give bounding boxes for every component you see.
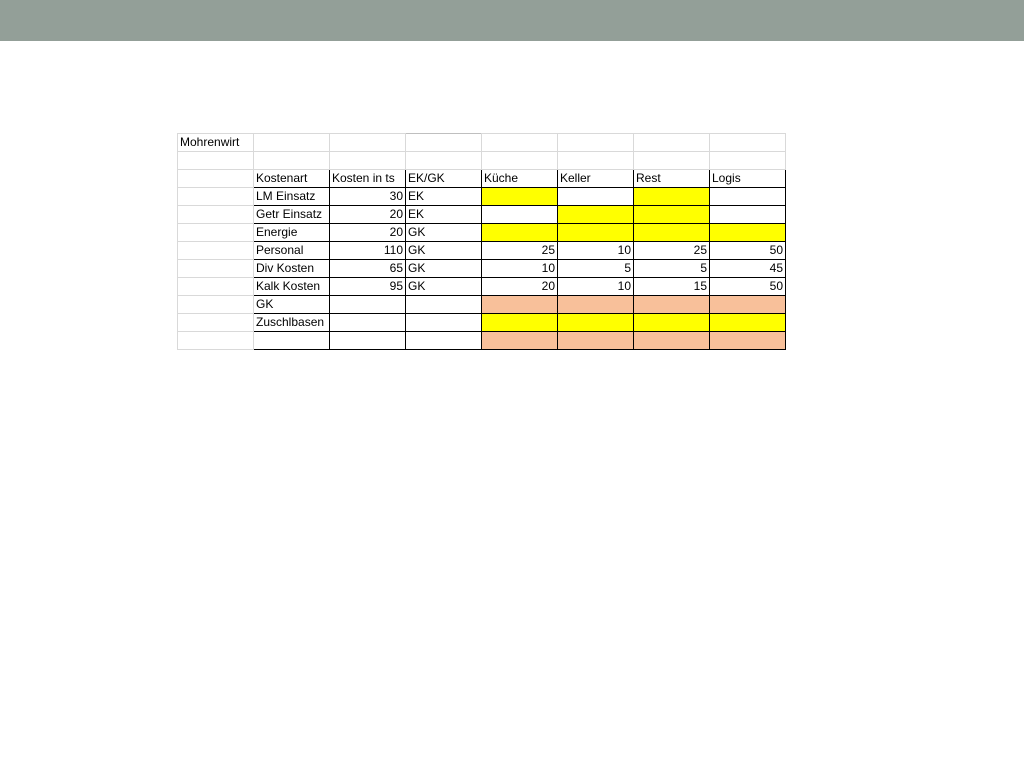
table-row	[178, 206, 786, 224]
empty-cell[interactable]	[178, 224, 254, 242]
title-row	[178, 134, 786, 152]
empty-cell[interactable]	[178, 152, 254, 170]
spreadsheet-table	[177, 133, 786, 350]
rest-cell[interactable]: 15	[634, 278, 710, 296]
row-label[interactable]: Kalk Kosten	[254, 278, 330, 296]
empty-cell[interactable]	[482, 152, 558, 170]
table-row	[178, 278, 786, 296]
logis-cell[interactable]	[710, 224, 786, 242]
type-cell[interactable]: GK	[406, 278, 482, 296]
header-keller[interactable]: Keller	[558, 170, 634, 188]
table-row	[178, 332, 786, 350]
empty-cell[interactable]	[406, 152, 482, 170]
header-logis[interactable]: Logis	[710, 170, 786, 188]
logis-cell[interactable]	[710, 332, 786, 350]
header-kosten[interactable]: Kosten in ts	[330, 170, 406, 188]
header-ek-gk[interactable]: EK/GK	[406, 170, 482, 188]
empty-cell[interactable]	[178, 278, 254, 296]
header-row	[178, 170, 786, 188]
row-label[interactable]: Energie	[254, 224, 330, 242]
type-cell[interactable]: EK	[406, 188, 482, 206]
kosten-cell[interactable]: 30	[330, 188, 406, 206]
keller-cell[interactable]: 10	[558, 278, 634, 296]
table-row	[178, 296, 786, 314]
empty-cell[interactable]	[178, 296, 254, 314]
empty-cell[interactable]	[178, 260, 254, 278]
header-kueche[interactable]: Küche	[482, 170, 558, 188]
keller-cell[interactable]	[558, 224, 634, 242]
empty-cell[interactable]	[330, 134, 406, 152]
rest-cell[interactable]: 5	[634, 260, 710, 278]
type-cell[interactable]	[406, 314, 482, 332]
keller-cell[interactable]	[558, 206, 634, 224]
kosten-cell[interactable]: 110	[330, 242, 406, 260]
empty-cell[interactable]	[634, 152, 710, 170]
rest-cell[interactable]	[634, 296, 710, 314]
rest-cell[interactable]	[634, 314, 710, 332]
kosten-cell[interactable]: 20	[330, 206, 406, 224]
table-row	[178, 260, 786, 278]
sheet-title-cell[interactable]: Mohrenwirt	[178, 134, 254, 152]
kueche-cell[interactable]	[482, 206, 558, 224]
empty-cell[interactable]	[254, 152, 330, 170]
empty-cell[interactable]	[710, 134, 786, 152]
kosten-cell[interactable]: 95	[330, 278, 406, 296]
logis-cell[interactable]: 50	[710, 278, 786, 296]
keller-cell[interactable]: 5	[558, 260, 634, 278]
empty-cell[interactable]	[558, 134, 634, 152]
empty-cell[interactable]	[330, 152, 406, 170]
logis-cell[interactable]: 50	[710, 242, 786, 260]
kueche-cell[interactable]	[482, 188, 558, 206]
blank-row	[178, 152, 786, 170]
rest-cell[interactable]	[634, 224, 710, 242]
empty-cell[interactable]	[710, 152, 786, 170]
empty-cell[interactable]	[178, 206, 254, 224]
kosten-cell[interactable]	[330, 332, 406, 350]
table-row	[178, 224, 786, 242]
empty-cell[interactable]	[558, 152, 634, 170]
logis-cell[interactable]	[710, 206, 786, 224]
table-row	[178, 242, 786, 260]
kosten-cell[interactable]	[330, 314, 406, 332]
logis-cell[interactable]: 45	[710, 260, 786, 278]
row-label[interactable]: Div Kosten	[254, 260, 330, 278]
logis-cell[interactable]	[710, 314, 786, 332]
kueche-cell[interactable]: 25	[482, 242, 558, 260]
kosten-cell[interactable]: 65	[330, 260, 406, 278]
type-cell[interactable]	[406, 296, 482, 314]
type-cell[interactable]: GK	[406, 242, 482, 260]
empty-cell[interactable]	[254, 134, 330, 152]
empty-cell[interactable]	[178, 170, 254, 188]
logis-cell[interactable]	[710, 296, 786, 314]
row-label[interactable]: LM Einsatz	[254, 188, 330, 206]
rest-cell[interactable]: 25	[634, 242, 710, 260]
row-label[interactable]: GK	[254, 296, 330, 314]
type-cell[interactable]	[406, 332, 482, 350]
keller-cell[interactable]	[558, 296, 634, 314]
type-cell[interactable]: GK	[406, 224, 482, 242]
kosten-cell[interactable]	[330, 296, 406, 314]
row-label[interactable]: Getr Einsatz	[254, 206, 330, 224]
top-banner	[0, 0, 1024, 41]
row-label[interactable]	[254, 332, 330, 350]
keller-cell[interactable]	[558, 332, 634, 350]
kueche-cell[interactable]	[482, 224, 558, 242]
rest-cell[interactable]	[634, 188, 710, 206]
kueche-cell[interactable]	[482, 332, 558, 350]
empty-cell[interactable]	[634, 134, 710, 152]
header-kostenart[interactable]: Kostenart	[254, 170, 330, 188]
table-row	[178, 188, 786, 206]
rest-cell[interactable]	[634, 332, 710, 350]
keller-cell[interactable]	[558, 188, 634, 206]
rest-cell[interactable]	[634, 206, 710, 224]
keller-cell[interactable]	[558, 314, 634, 332]
empty-cell[interactable]	[178, 314, 254, 332]
type-cell[interactable]: EK	[406, 206, 482, 224]
kueche-cell[interactable]: 20	[482, 278, 558, 296]
row-label[interactable]: Personal	[254, 242, 330, 260]
type-cell[interactable]: GK	[406, 260, 482, 278]
keller-cell[interactable]: 10	[558, 242, 634, 260]
empty-cell[interactable]	[482, 134, 558, 152]
kosten-cell[interactable]: 20	[330, 224, 406, 242]
kueche-cell[interactable]: 10	[482, 260, 558, 278]
kueche-cell[interactable]	[482, 296, 558, 314]
empty-cell[interactable]	[178, 242, 254, 260]
table-row	[178, 314, 786, 332]
empty-cell[interactable]	[178, 332, 254, 350]
kueche-cell[interactable]	[482, 314, 558, 332]
empty-cell[interactable]	[406, 134, 482, 152]
empty-cell[interactable]	[178, 188, 254, 206]
header-rest[interactable]: Rest	[634, 170, 710, 188]
logis-cell[interactable]	[710, 188, 786, 206]
row-label[interactable]: Zuschlbasen	[254, 314, 330, 332]
